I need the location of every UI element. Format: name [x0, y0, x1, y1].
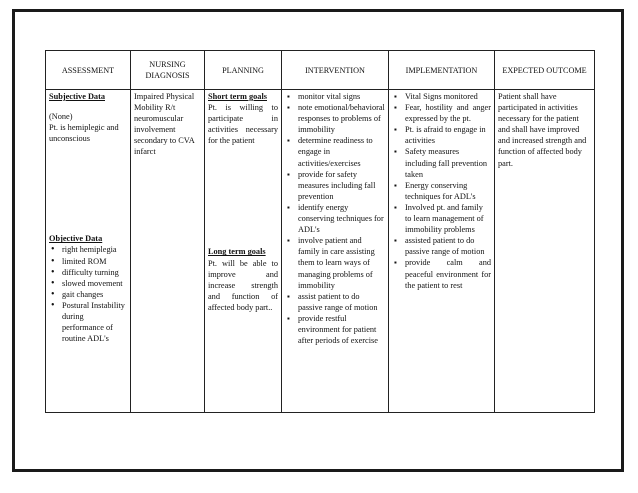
list-item: • difficulty turning: [49, 267, 127, 278]
assessment-cell: [46, 90, 131, 413]
list-item: ▪ provide calm and peaceful environment for the patient to rest: [392, 257, 491, 290]
subjective-line: (None): [49, 112, 73, 122]
nursing-diagnosis-cell: Impaired Physical Mobility R/t neuromuscular involvement secondary to CVA infarct: [131, 90, 205, 413]
list-item: ▪ Safety measures including fall prevention taken: [392, 146, 491, 179]
short-term-goals-heading: Short term goals: [208, 92, 267, 101]
planning-cell: [205, 90, 282, 413]
list-item: ▪ Vital Signs monitored: [392, 91, 491, 102]
objective-list: [49, 244, 127, 344]
intervention-list: [285, 91, 385, 346]
header-expected-outcome: EXPECTED OUTCOME: [495, 51, 595, 90]
header-row: [46, 51, 595, 90]
header-planning: PLANNING: [205, 51, 282, 90]
subjective-heading: Subjective Data: [49, 92, 105, 101]
list-item: ▪ monitor vital signs: [285, 91, 385, 102]
list-item: ▪ determine readiness to engage in activities/exercises: [285, 135, 385, 168]
implementation-cell: [389, 90, 495, 413]
long-term-goals-text: Pt. will be able to improve and increase strength and function of affected body part..: [208, 258, 278, 312]
list-item: • right hemiplegia: [49, 244, 127, 255]
implementation-list: [392, 91, 491, 291]
header-intervention: INTERVENTION: [282, 51, 389, 90]
list-item: • Postural Instability during performance of routine ADL's: [49, 300, 127, 344]
content-row: [46, 90, 595, 413]
list-item: ▪ Fear, hostility and anger expressed by the pt.: [392, 102, 491, 124]
list-item: ▪ Involved pt. and family to learn management of immobility problems: [392, 202, 491, 235]
list-item: ▪ Pt. is afraid to engage in activities: [392, 124, 491, 146]
header-nursing-diagnosis: NURSING DIAGNOSIS: [131, 51, 205, 90]
list-item: ▪ note emotional/behavioral responses to problems of immobility: [285, 102, 385, 135]
list-item: ▪ assisted patient to do passive range of motion: [392, 235, 491, 257]
objective-heading: Objective Data: [49, 234, 103, 244]
list-item: ▪ provide for safety measures including fall prevention: [285, 169, 385, 202]
list-item: ▪ assist patient to do passive range of motion: [285, 291, 385, 313]
list-item: ▪ provide restful environment for patient after periods of exercise: [285, 313, 385, 346]
short-term-goals-text: Pt. is willing to participate in activities necessary for the patient: [208, 103, 278, 146]
nursing-care-plan-table: [45, 50, 595, 413]
expected-outcome-cell: Patient shall have participated in activities necessary for the patient and shall have improved and increased strength and function of affected body part.: [495, 90, 595, 413]
list-item: • slowed movement: [49, 278, 127, 289]
intervention-cell: [282, 90, 389, 413]
header-assessment: ASSESSMENT: [46, 51, 131, 90]
list-item: • limited ROM: [49, 256, 127, 267]
list-item: ▪ Energy conserving techniques for ADL's: [392, 180, 491, 202]
long-term-goals-heading: Long term goals: [208, 247, 266, 257]
list-item: ▪ involve patient and family in care assisting them to learn ways of managing problems of immobility: [285, 235, 385, 290]
header-implementation: IMPLEMENTATION: [389, 51, 495, 90]
list-item: • gait changes: [49, 289, 127, 300]
subjective-line: Pt. is hemiplegic and unconscious: [49, 123, 119, 144]
list-item: ▪ identify energy conserving techniques for ADL's: [285, 202, 385, 235]
